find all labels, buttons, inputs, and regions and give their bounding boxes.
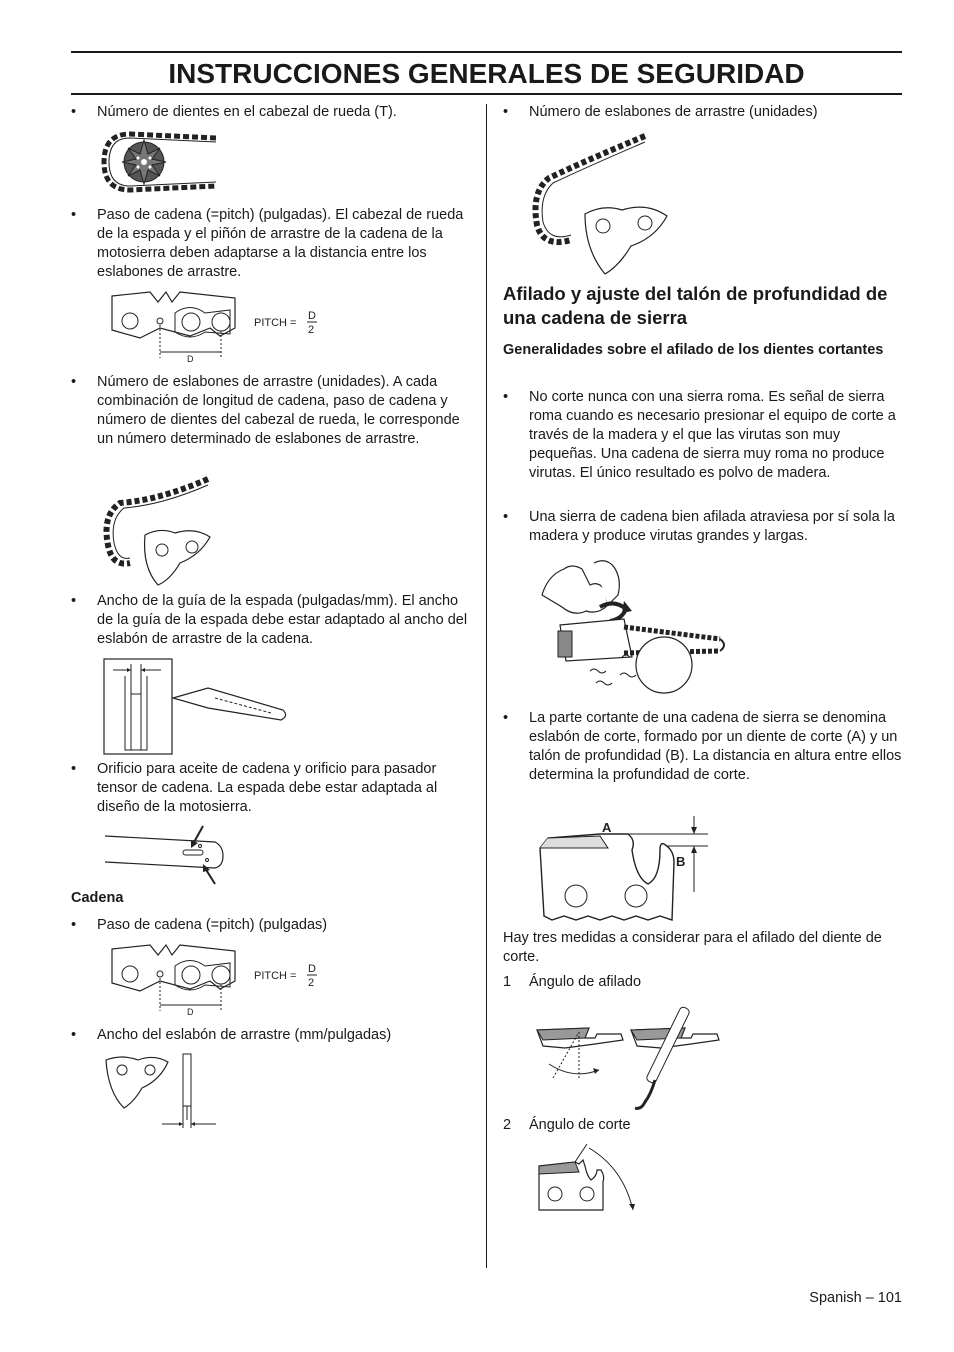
list-number: 2 [503,1117,512,1133]
page-title: INSTRUCCIONES GENERALES DE SEGURIDAD [168,58,805,89]
right-item-blunt-chain: No corte nunca con una sierra roma. Es señal de sierra roma cuando es necesario presionar el equipo de corte a través de la madera y el que las virutas son muy pequeñas. Una cadena de sierra muy roma no produce virutas. El único resultado es polvo de madera. [529,389,896,481]
left-item-sprocket-teeth: Número de dientes en el cabezal de rueda (T). [97,104,397,120]
sharpening-intro-paragraph: Hay tres medidas a considerar para el afilado del diente de corte. [503,930,882,965]
left-item-oil-hole: Orificio para aceite de cadena y orificio para pasador tensor de cadena. La espada debe estar adaptada al diseño de la motosierra. [97,761,438,815]
bullet: • [71,207,77,223]
bullet: • [503,389,509,405]
d-dimension-label: D [187,354,194,364]
pitch-denominator: 2 [308,324,315,336]
left-item-chain-pitch: Paso de cadena (=pitch) (pulgadas). El cabezal de rueda de la espada y el piñón de arrastre de la cadena de la motosierra deben adaptarse a la distancia entre los eslabones de arrastre. [97,207,464,280]
right-item-cutting-link: La parte cortante de una cadena de sierra se denomina eslabón de corte, formado por un diente de corte (A) y un talón de profundidad (B). La distancia en altura entre ellos determina la profundidad de corte. [529,710,902,783]
pitch-diagram-2 [100,941,330,1019]
sharpening-angle-illustration [535,998,725,1113]
bullet: • [503,509,509,525]
bullet: • [71,1027,77,1043]
bullet: • [71,374,77,390]
pitch-denominator: 2 [308,977,315,989]
d-dimension-label: D [187,1007,194,1017]
section-heading-sharpening: Afilado y ajuste del talón de profundidad de una cadena de sierra [503,283,888,328]
bullet: • [71,761,77,777]
bullet: • [503,710,509,726]
bullet: • [71,104,77,120]
column-divider [486,104,487,1268]
left-item-chain-pitch-2: Paso de cadena (=pitch) (pulgadas) [97,917,328,933]
list-item-cutting-angle: Ángulo de corte [529,1117,631,1133]
pitch-numerator: D [308,963,316,975]
cutting-link-depth-diagram [536,812,711,927]
list-item-sharpening-angle: Ángulo de afilado [529,974,642,990]
label-a: A [602,820,612,835]
chain-drive-link-illustration-1 [100,475,220,590]
page-footer: Spanish – 101 [809,1290,902,1306]
header-rule-bottom [71,93,902,95]
pitch-label: PITCH = [254,317,297,329]
drive-link-width-illustration [100,1052,225,1132]
bullet: • [503,104,509,120]
bullet: • [71,593,77,609]
left-item-drive-link-width: Ancho del eslabón de arrastre (mm/pulgadas) [97,1027,392,1043]
pitch-label: PITCH = [254,970,297,982]
chainsaw-cutting-log-illustration [538,555,728,697]
bar-groove-width-illustration [103,658,293,756]
label-b: B [676,854,686,869]
sprocket-nose-illustration [100,128,220,196]
bullet: • [71,917,77,933]
list-number: 1 [503,974,512,990]
right-item-sharp-chain: Una sierra de cadena bien afilada atraviesa por sí sola la madera y produce virutas grandes y largas. [529,509,895,544]
left-item-drive-links: Número de eslabones de arrastre (unidades). A cada combinación de longitud de cadena, paso de cadena y número de dientes del cabezal de rueda, le corresponde un número determinado de eslabones de arrastre. [97,374,460,447]
pitch-numerator: D [308,310,316,322]
right-item-drive-links: Número de eslabones de arrastre (unidades) [529,104,818,120]
header-rule-top [71,51,902,53]
left-item-bar-groove-width: Ancho de la guía de la espada (pulgadas/mm). El ancho de la guía de la espada debe estar adaptado al ancho del eslabón de arrastre de la cadena. [97,593,468,647]
bar-oil-hole-illustration [103,822,233,887]
sub-heading-cutting-teeth: Generalidades sobre el afilado de los dientes cortantes [503,342,884,358]
cadena-heading: Cadena [71,890,124,906]
chain-drive-link-illustration-2 [527,130,677,275]
pitch-diagram-1 [100,288,330,366]
cutting-angle-illustration [535,1142,640,1214]
